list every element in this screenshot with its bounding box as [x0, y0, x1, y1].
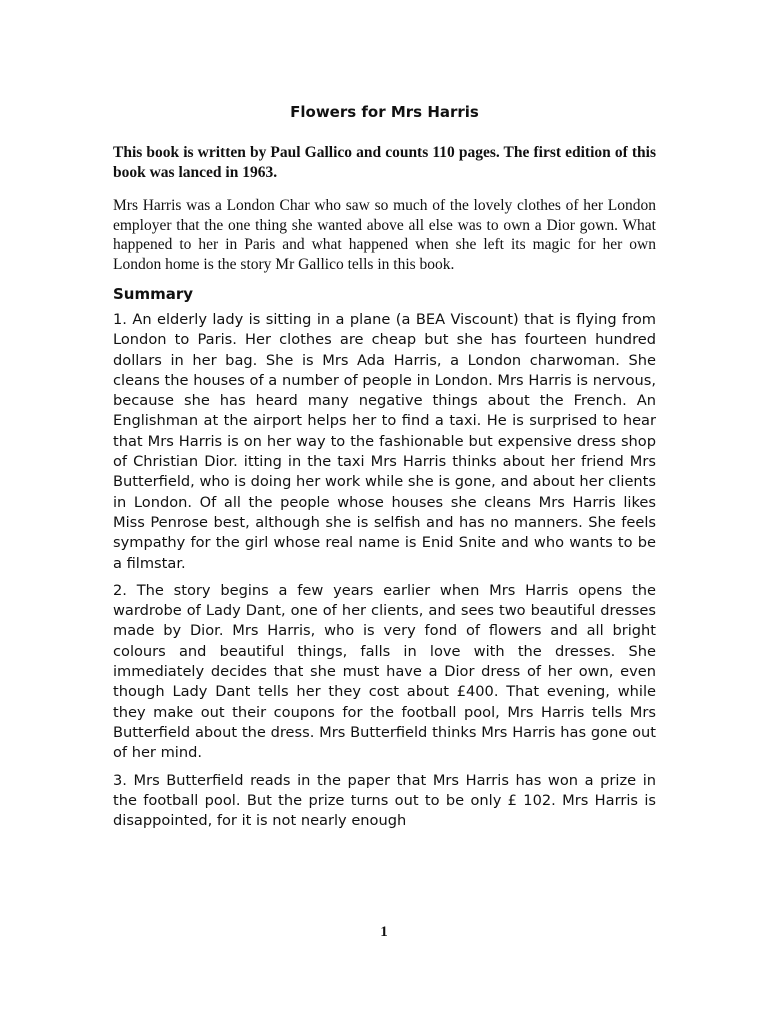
book-title: Flowers for Mrs Harris	[290, 103, 479, 121]
summary-heading: Summary	[113, 285, 194, 303]
summary-paragraph-1: 1. An elderly lady is sitting in a plane (a BEA Viscount) that is flying from London to Paris. Her clothes are cheap but she has fourteen hundred dollars in her bag. She is Mrs Ada Harris, a London charwoman. She cleans the houses of a number of people in London. Mrs Harris is nervous, because she has heard many negative things about the French. An Englishman at the airport helps her to find a taxi. He is surprised to hear that Mrs Harris is on her way to the fashionable but expensive dress shop of Christian Dior. itting in the taxi Mrs Harris thinks about her friend Mrs Butterfield, who is doing her work while she is gone, and about her clients in London. Of all the people whose houses she cleans Mrs Harris likes Miss Penrose best, although she is selfish and has no manners. She feels sympathy for the girl whose real name is Enid Snite and who wants to be a filmstar.	[113, 311, 656, 572]
document-page	[113, 103, 656, 838]
page-number: 1	[380, 924, 388, 940]
summary-paragraph-2: 2. The story begins a few years earlier when Mrs Harris opens the wardrobe of Lady Dant, one of her clients, and sees two beautiful dresses made by Dior. Mrs Harris, who is very fond of flowers and all bright colours and beautiful things, falls in love with the dresses. She immediately decides that she must have a Dior dress of her own, even though Lady Dant tells her they cost about £400. That evening, while they make out their coupons for the football pool, Mrs Harris tells Mrs Butterfield about the dress. Mrs Butterfield thinks Mrs Harris has gone out of her mind.	[113, 581, 656, 762]
book-blurb: Mrs Harris was a London Char who saw so much of the lovely clothes of her London employer that the one thing she wanted above all else was to own a Dior gown. What happened to her in Paris and what happened when she left its magic for her own London home is the story Mr Gallico tells in this book.	[113, 197, 656, 273]
book-info: This book is written by Paul Gallico and counts 110 pages. The first edition of this book was lanced in 1963.	[113, 144, 656, 181]
summary-paragraph-3: 3. Mrs Butterfield reads in the paper that Mrs Harris has won a prize in the football pool. But the prize turns out to be only £ 102. Mrs Harris is disappointed, for it is not nearly enough	[113, 771, 656, 830]
